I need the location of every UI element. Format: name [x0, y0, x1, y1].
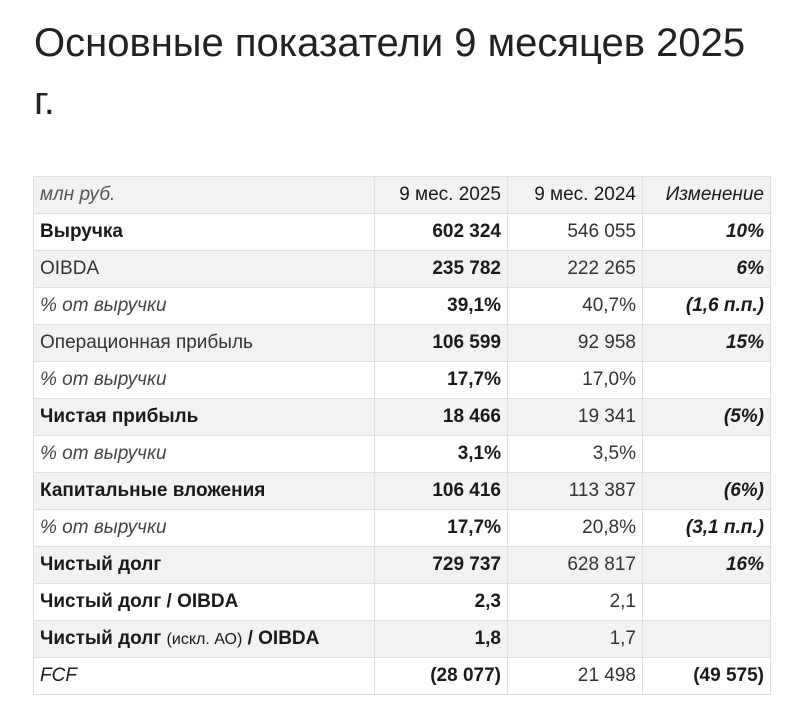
table-row	[34, 288, 771, 325]
value-2025: 235 782	[375, 251, 508, 288]
row-label-part: Чистый долг	[40, 628, 162, 649]
table-row	[34, 584, 771, 621]
row-label: Выручка	[34, 214, 375, 251]
value-2024: 546 055	[508, 214, 643, 251]
value-2025: 17,7%	[375, 510, 508, 547]
table-row	[34, 473, 771, 510]
value-change: (3,1 п.п.)	[643, 510, 771, 547]
table-row	[34, 658, 771, 695]
value-2025: 106 416	[375, 473, 508, 510]
value-2025: 39,1%	[375, 288, 508, 325]
value-2024: 3,5%	[508, 436, 643, 473]
row-label: FCF	[34, 658, 375, 695]
row-label: Чистая прибыль	[34, 399, 375, 436]
value-change: (5%)	[643, 399, 771, 436]
row-label-note: (искл. АО)	[166, 631, 243, 648]
table-header-row	[34, 177, 771, 214]
col-change-header: Изменение	[643, 177, 771, 214]
row-label: % от выручки	[34, 288, 375, 325]
row-label: OIBDA	[34, 251, 375, 288]
row-label: Чистый долг / OIBDA	[34, 584, 375, 621]
value-2024: 2,1	[508, 584, 643, 621]
value-2025: 106 599	[375, 325, 508, 362]
units-header: млн руб.	[34, 177, 375, 214]
metrics-table	[33, 176, 771, 695]
row-label: % от выручки	[34, 362, 375, 399]
value-2024: 21 498	[508, 658, 643, 695]
value-2024: 113 387	[508, 473, 643, 510]
value-2024: 222 265	[508, 251, 643, 288]
value-2024: 40,7%	[508, 288, 643, 325]
value-2024: 19 341	[508, 399, 643, 436]
value-change: 10%	[643, 214, 771, 251]
table-row	[34, 214, 771, 251]
row-label-part: / OIBDA	[247, 628, 320, 649]
table-row	[34, 621, 771, 658]
col-2024-header: 9 мес. 2024	[508, 177, 643, 214]
table-row	[34, 510, 771, 547]
value-2025: (28 077)	[375, 658, 508, 695]
col-2025-header: 9 мес. 2025	[375, 177, 508, 214]
value-2025: 3,1%	[375, 436, 508, 473]
value-change	[643, 362, 771, 399]
value-2025: 602 324	[375, 214, 508, 251]
table-row	[34, 399, 771, 436]
value-change: 16%	[643, 547, 771, 584]
value-2025: 729 737	[375, 547, 508, 584]
value-change	[643, 436, 771, 473]
value-2025: 1,8	[375, 621, 508, 658]
value-2025: 18 466	[375, 399, 508, 436]
table-row	[34, 325, 771, 362]
table-row	[34, 547, 771, 584]
row-label: Капитальные вложения	[34, 473, 375, 510]
value-2025: 2,3	[375, 584, 508, 621]
value-2024: 20,8%	[508, 510, 643, 547]
value-change	[643, 621, 771, 658]
value-change: (6%)	[643, 473, 771, 510]
value-2025: 17,7%	[375, 362, 508, 399]
row-label: Операционная прибыль	[34, 325, 375, 362]
row-label: Чистый долг	[34, 547, 375, 584]
page-title: Основные показатели 9 месяцев 2025 г.	[34, 21, 746, 123]
value-change: (1,6 п.п.)	[643, 288, 771, 325]
table-row	[34, 251, 771, 288]
value-2024: 628 817	[508, 547, 643, 584]
value-2024: 17,0%	[508, 362, 643, 399]
value-change	[643, 584, 771, 621]
row-label	[34, 621, 375, 658]
table-row	[34, 362, 771, 399]
value-change: 6%	[643, 251, 771, 288]
row-label: % от выручки	[34, 510, 375, 547]
value-2024: 1,7	[508, 621, 643, 658]
value-2024: 92 958	[508, 325, 643, 362]
value-change: (49 575)	[643, 658, 771, 695]
row-label: % от выручки	[34, 436, 375, 473]
value-change: 15%	[643, 325, 771, 362]
table-row	[34, 436, 771, 473]
